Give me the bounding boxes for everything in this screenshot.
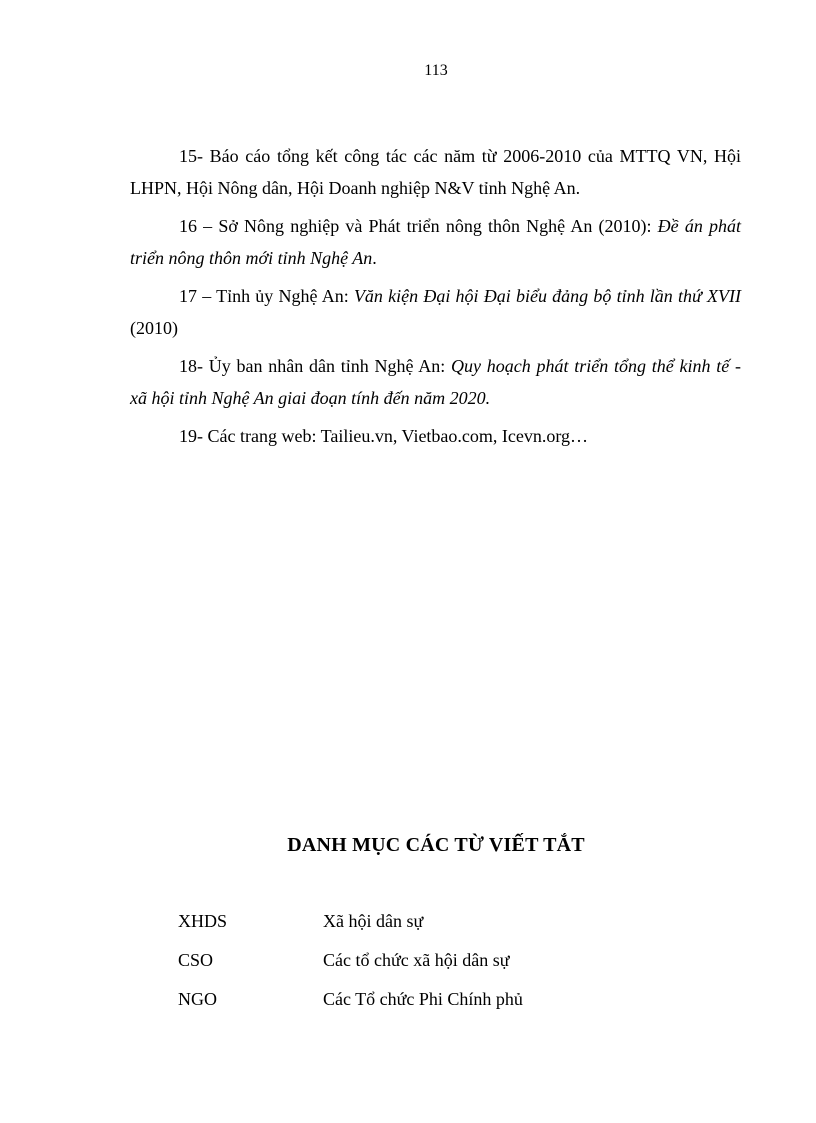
abbreviation-meaning: Các tổ chức xã hội dân sự xyxy=(323,950,510,970)
reference-item-16 xyxy=(130,210,741,274)
abbreviations-heading: DANH MỤC CÁC TỪ VIẾT TẮT xyxy=(287,834,585,856)
abbreviations-table xyxy=(178,902,628,1019)
reference-list xyxy=(130,140,741,458)
abbreviation-row xyxy=(178,941,628,980)
abbreviation-code: XHDS xyxy=(178,911,228,931)
reference-text: 19- Các trang web: Tailieu.vn, Vietbao.com, Icevn.org… xyxy=(179,426,589,446)
reference-text: 18- Ủy ban nhân dân tỉnh Nghệ An: xyxy=(179,356,451,376)
reference-title: Đề án phát triển nông thôn mới tỉnh Nghệ An xyxy=(130,216,741,268)
abbreviation-meaning: Xã hội dân sự xyxy=(323,911,424,931)
abbreviation-row xyxy=(178,980,628,1019)
reference-text: 15- Báo cáo tổng kết công tác các năm từ 2006-2010 của MTTQ VN, Hội LHPN, Hội Nông dân, Hội Doanh nghiệp N&V tỉnh Nghệ An. xyxy=(130,146,741,198)
reference-title: Văn kiện Đại hội Đại biểu đảng bộ tỉnh lần thứ XVII xyxy=(353,286,742,306)
reference-item-17 xyxy=(130,280,741,344)
page-number: 113 xyxy=(424,62,448,79)
reference-text: 17 – Tỉnh ủy Nghệ An: xyxy=(179,286,354,306)
reference-item-18 xyxy=(130,350,741,414)
abbreviation-row xyxy=(178,902,628,941)
abbreviation-meaning: Các Tổ chức Phi Chính phủ xyxy=(323,989,523,1009)
reference-tail: (2010) xyxy=(130,318,178,338)
reference-title: Quy hoạch phát triển tổng thể kinh tế - xã hội tỉnh Nghệ An giai đoạn tính đến năm 2020. xyxy=(130,356,741,408)
abbreviation-code: NGO xyxy=(178,989,217,1009)
reference-text: 16 – Sở Nông nghiệp và Phát triển nông thôn Nghệ An (2010): xyxy=(179,216,658,236)
reference-item-19 xyxy=(130,420,741,452)
reference-item-15 xyxy=(130,140,741,204)
reference-tail: . xyxy=(372,248,377,268)
abbreviation-code: CSO xyxy=(178,950,214,970)
